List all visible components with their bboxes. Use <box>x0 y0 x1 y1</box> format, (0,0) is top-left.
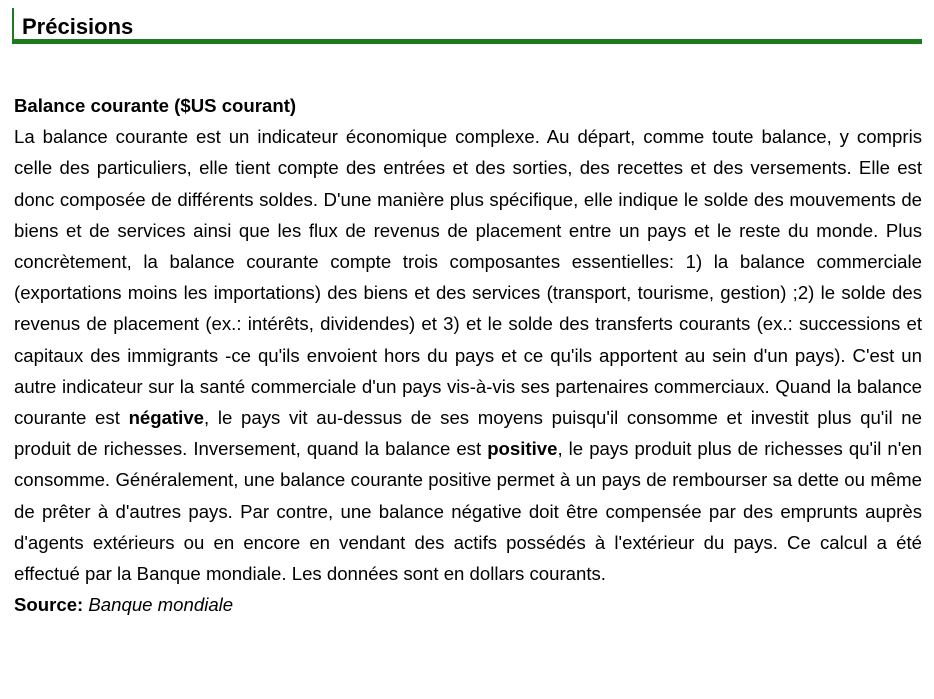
description-text-part1: La balance courante est un indicateur économique complexe. Au départ, comme toute balance, y compris celle des particuliers, elle tient compte des entrées et des sorties, des recettes et des versements. Elle est donc composée de différents soldes. D'une manière plus spécifique, elle indique le solde des mouvements de biens et de services ainsi que les flux de revenus de placement entre un pays et le reste du monde. Plus concrètement, la balance courante compte trois composantes essentielles: 1) la balance commerciale (exportations moins les importations) des biens et des services (transport, tourisme, gestion) ;2) le solde des revenus de placement (ex.: intérêts, dividendes) et 3) et le solde des transferts courants (ex.: successions et capitaux des immigrants -ce qu'ils envoient hors du pays et ce qu'ils apportent au sein d'un pays). C'est un autre indicateur sur la santé commerciale d'un pays vis-à-vis ses partenaires commerciaux. Quand la balance courante est <box>14 126 922 429</box>
section-header <box>12 8 922 44</box>
positive-keyword: positive <box>487 438 558 460</box>
description-paragraph <box>14 121 922 589</box>
page-title: Précisions <box>22 14 134 39</box>
description-text-part2: , le pays vit au-dessus de ses moyens puisqu'il consomme et investit plus qu'il ne produit de richesses. Inversement, quand la balance est <box>14 407 922 460</box>
section-title: Balance courante ($US courant) <box>14 95 297 116</box>
source-label: Source: <box>14 594 84 616</box>
negative-keyword: négative <box>128 407 204 429</box>
description-text-part3: , le pays produit plus de richesses qu'il n'en consomme. Généralement, une balance courante positive permet à un pays de rembourser sa dette ou même de prêter à d'autres pays. Par contre, une balance négative doit être compensée par des emprunts auprès d'agents extérieurs ou en encore en vendant des actifs possédés à l'extérieur du pays. Ce calcul a été effectué par la Banque mondiale. Les données sont en dollars courants. <box>14 438 922 585</box>
content-area <box>14 90 922 620</box>
source-value: Banque mondiale <box>88 594 234 616</box>
source-line <box>14 589 922 620</box>
